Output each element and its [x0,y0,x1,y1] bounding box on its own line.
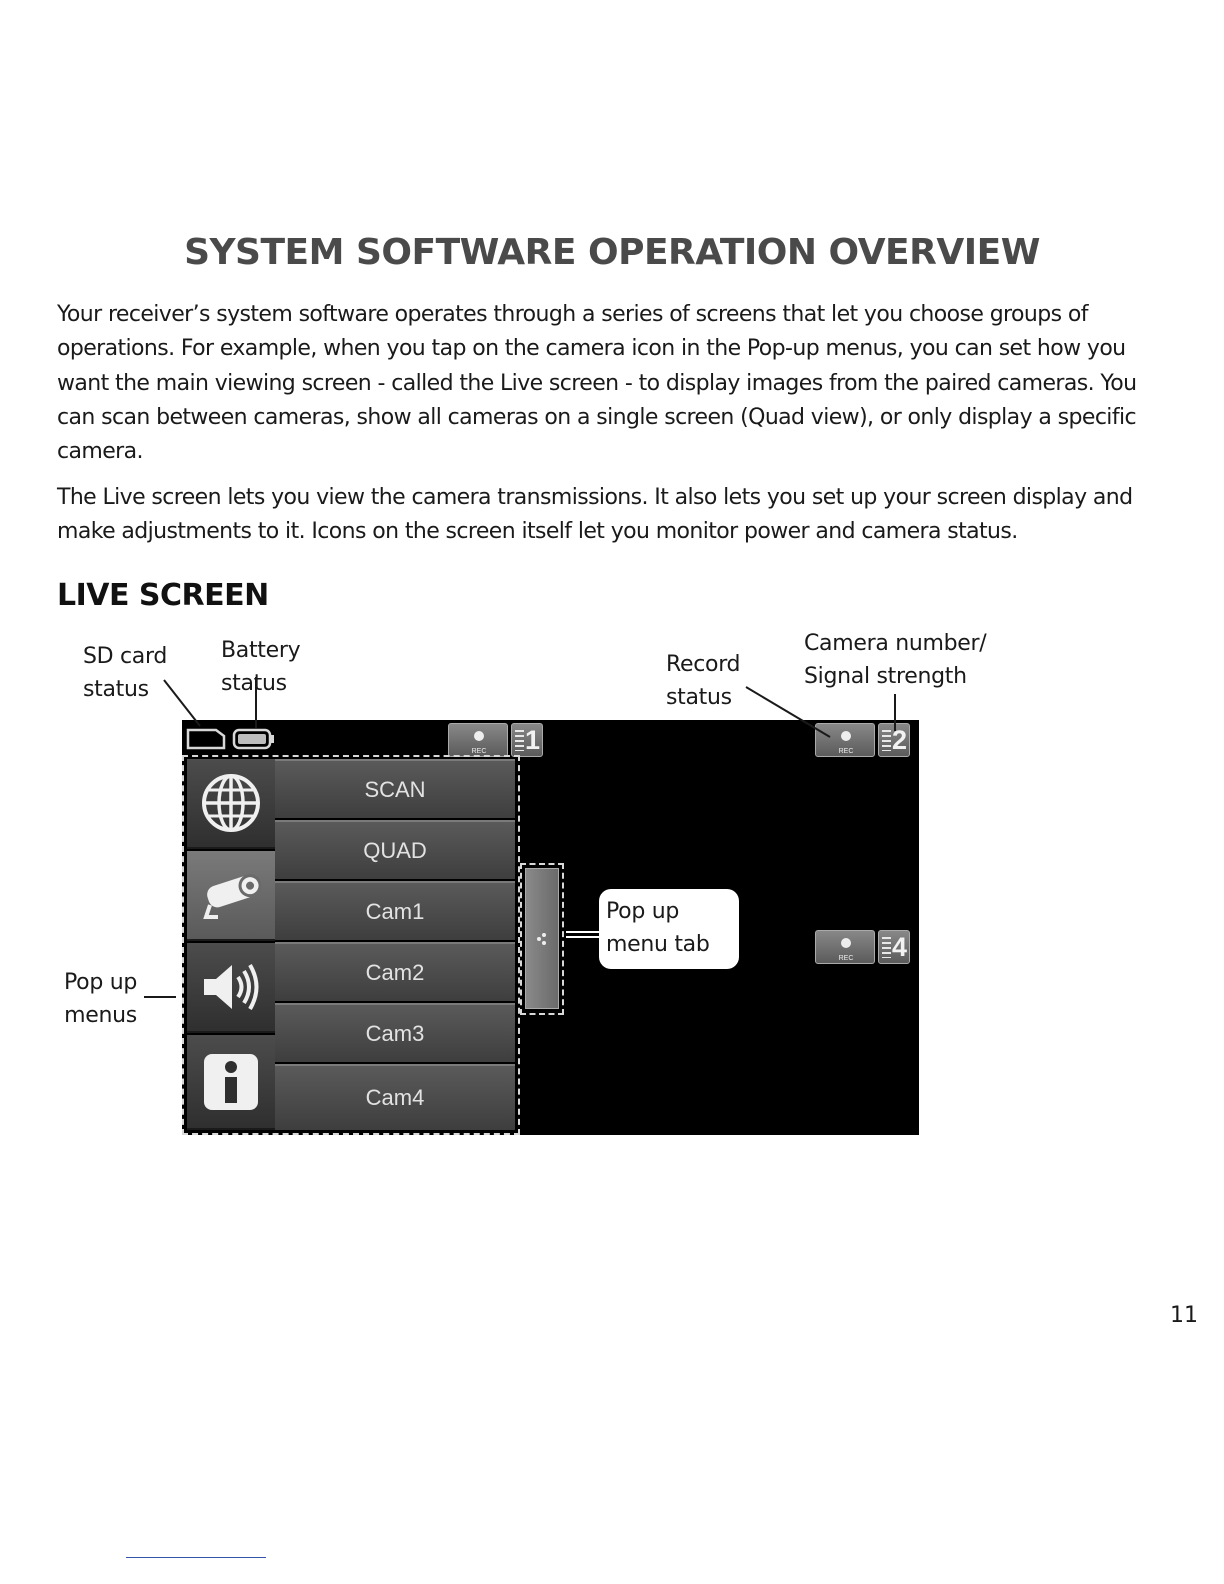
pop-up-menu-tab-callout-line1: Pop up [606,899,680,924]
menu-item-cam3[interactable]: Cam3 [275,1003,515,1062]
menu-item-cam2[interactable]: Cam2 [275,942,515,1001]
intro-paragraph: Your receiver’s system software operates through a series of screens that let you choose groups of operations. For example, when you tap on the camera icon in the Pop-up menus, you can set how you want the main viewing screen - called the Live screen - to display images from the paired cameras. You can scan between cameras, show all cameras on a single screen (Quad view), or only display a specific camera. [57,302,1137,465]
footer-rule [126,1557,266,1558]
sd-card-callout-line1: SD card [83,644,167,669]
menu-item-cam4[interactable]: Cam4 [275,1064,515,1130]
pop-up-menus-callout-line2: menus [64,1003,137,1028]
camera-number-value: 4 [891,932,907,962]
record-callout-line2: status [666,685,732,710]
rec-text: REC [838,955,854,962]
pop-up-menus-callout-line1: Pop up [64,970,138,995]
camera-number-callout-line1: Camera number/ [804,631,987,656]
menu-item-quad[interactable]: QUAD [275,820,515,879]
camera-number-value: 2 [891,725,907,755]
page-number: 11 [1170,1303,1198,1328]
sd-card-callout-line2: status [83,677,149,702]
menu-item-scan[interactable]: SCAN [275,759,515,818]
menu-item-cam1[interactable]: Cam1 [275,881,515,940]
battery-callout-line2: status [221,671,287,696]
rec-text: REC [838,748,854,755]
record-callout-line1: Record [666,652,741,677]
section-heading: LIVE SCREEN [57,578,269,613]
camera-number-value: 1 [524,725,540,755]
camera-number-callout-line2: Signal strength [804,664,967,689]
live-screen-paragraph: The Live screen lets you view the camera transmissions. It also lets you set up your screen display and make adjustments to it. Icons on the screen itself let you monitor power and camera status. [57,485,1133,545]
pop-up-menu-tab-callout-line2: menu tab [606,932,710,957]
rec-text: REC [471,748,487,755]
battery-callout-line1: Battery [221,638,301,663]
page-title: SYSTEM SOFTWARE OPERATION OVERVIEW [184,232,1040,273]
